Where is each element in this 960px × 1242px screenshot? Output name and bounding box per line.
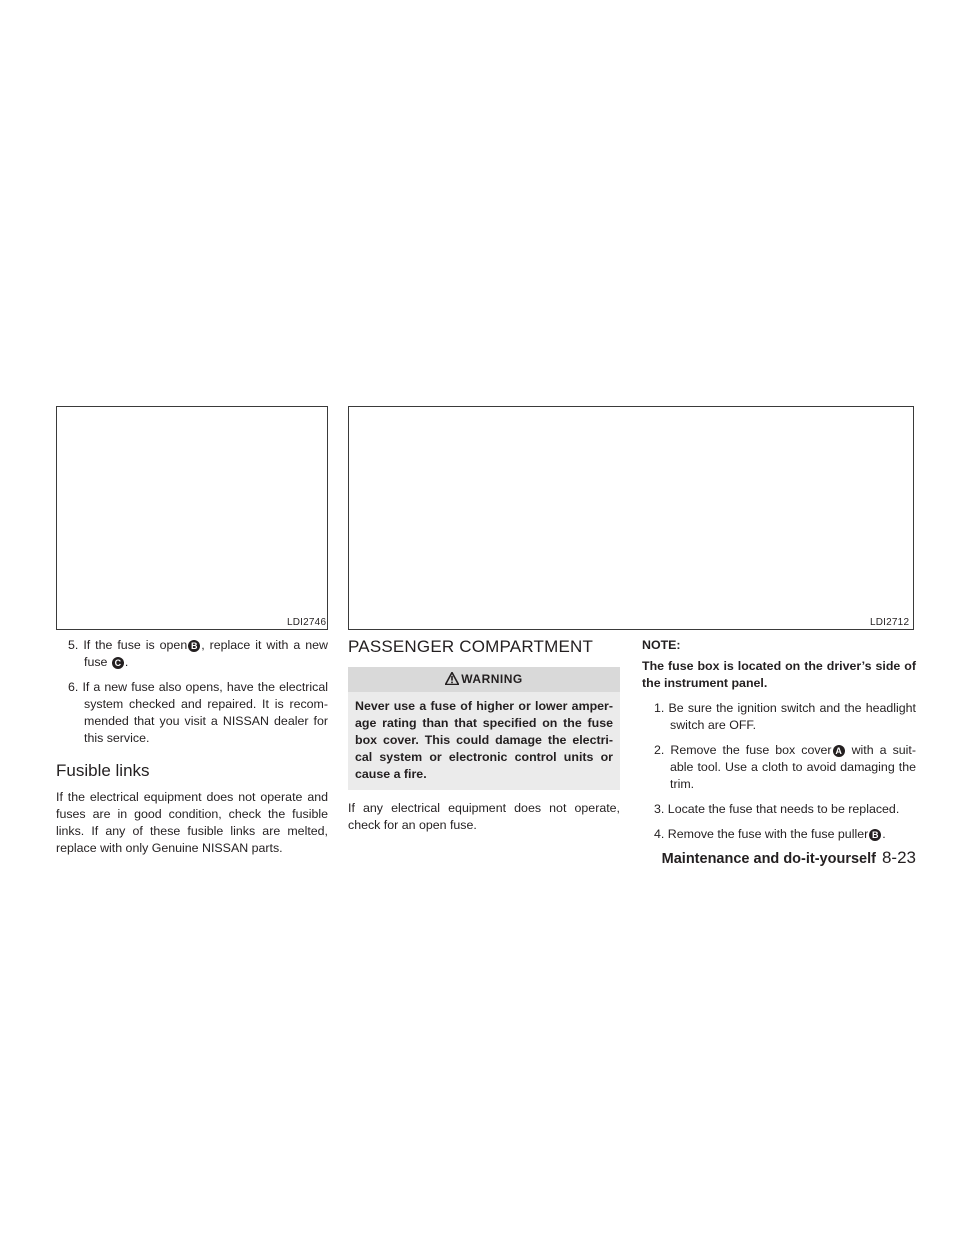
right-column <box>642 637 916 851</box>
step-number: 5. <box>68 638 79 652</box>
fusible-links-paragraph: If the electrical equipment does not operate and fuses are in good condition, check the fusible links. If any of these fusible links are melted, replace with only Genuine NISSAN parts. <box>56 790 328 855</box>
section-heading-fusible-links: Fusible links <box>56 761 150 780</box>
page-number: 8-23 <box>881 848 916 867</box>
note-text: The fuse box is located on the driver’s side of the instrument panel. <box>642 659 916 690</box>
step-number: 1. <box>654 701 665 715</box>
figure-fuse-inspection <box>56 406 328 630</box>
step-text: with a suit- able tool. Use a cloth to avoid damaging the trim. <box>670 743 916 791</box>
callout-a-icon: A <box>833 745 845 757</box>
step-4 <box>642 826 916 843</box>
figure-passenger-fuse-box <box>348 406 914 630</box>
left-column <box>56 637 328 865</box>
page-footer <box>650 848 916 868</box>
step-2 <box>642 742 916 793</box>
step-number: 3. <box>654 802 665 816</box>
step-number: 6. <box>68 680 79 694</box>
step-text: Remove the fuse box cover <box>670 743 832 757</box>
callout-b-icon: B <box>188 640 200 652</box>
step-text: If a new fuse also opens, have the electrical system checked and repaired. It is recom- mended that you visit a NISSAN dealer for this service. <box>82 680 328 745</box>
step-number: 4. <box>654 827 665 841</box>
step-6 <box>56 679 328 747</box>
figure-label: LDI2712 <box>870 617 910 628</box>
footer-section-title: Maintenance and do-it-yourself <box>661 851 876 867</box>
step-3 <box>642 801 916 818</box>
warning-header <box>348 667 620 692</box>
warning-triangle-icon <box>445 672 459 685</box>
step-text: Remove the fuse with the fuse puller <box>667 827 869 841</box>
figure-label: LDI2746 <box>287 617 327 628</box>
passenger-compartment-paragraph: If any electrical equipment does not operate, check for an open fuse. <box>348 801 620 832</box>
step-text: If the fuse is open <box>83 638 188 652</box>
note-label: NOTE: <box>642 638 681 652</box>
callout-b-icon: B <box>869 829 881 841</box>
step-number: 2. <box>654 743 665 757</box>
callout-c-icon: C <box>112 657 124 669</box>
warning-text: Never use a fuse of higher or lower amper- age rating than that specified on the fuse box cover. This could damage the electri- cal system or electronic control units or cause a fire. <box>348 692 620 790</box>
middle-column <box>348 637 620 842</box>
section-heading-passenger-compartment: PASSENGER COMPARTMENT <box>348 637 594 656</box>
step-text: Locate the fuse that needs to be replaced. <box>667 802 900 816</box>
step-text: . <box>124 655 129 669</box>
step-5 <box>56 637 328 671</box>
warning-title: WARNING <box>461 672 523 686</box>
step-text: Be sure the ignition switch and the headlight switch are OFF. <box>668 701 916 732</box>
step-text: , replace it with a new fuse <box>84 638 328 669</box>
step-1 <box>642 700 916 734</box>
step-text: . <box>882 827 886 841</box>
